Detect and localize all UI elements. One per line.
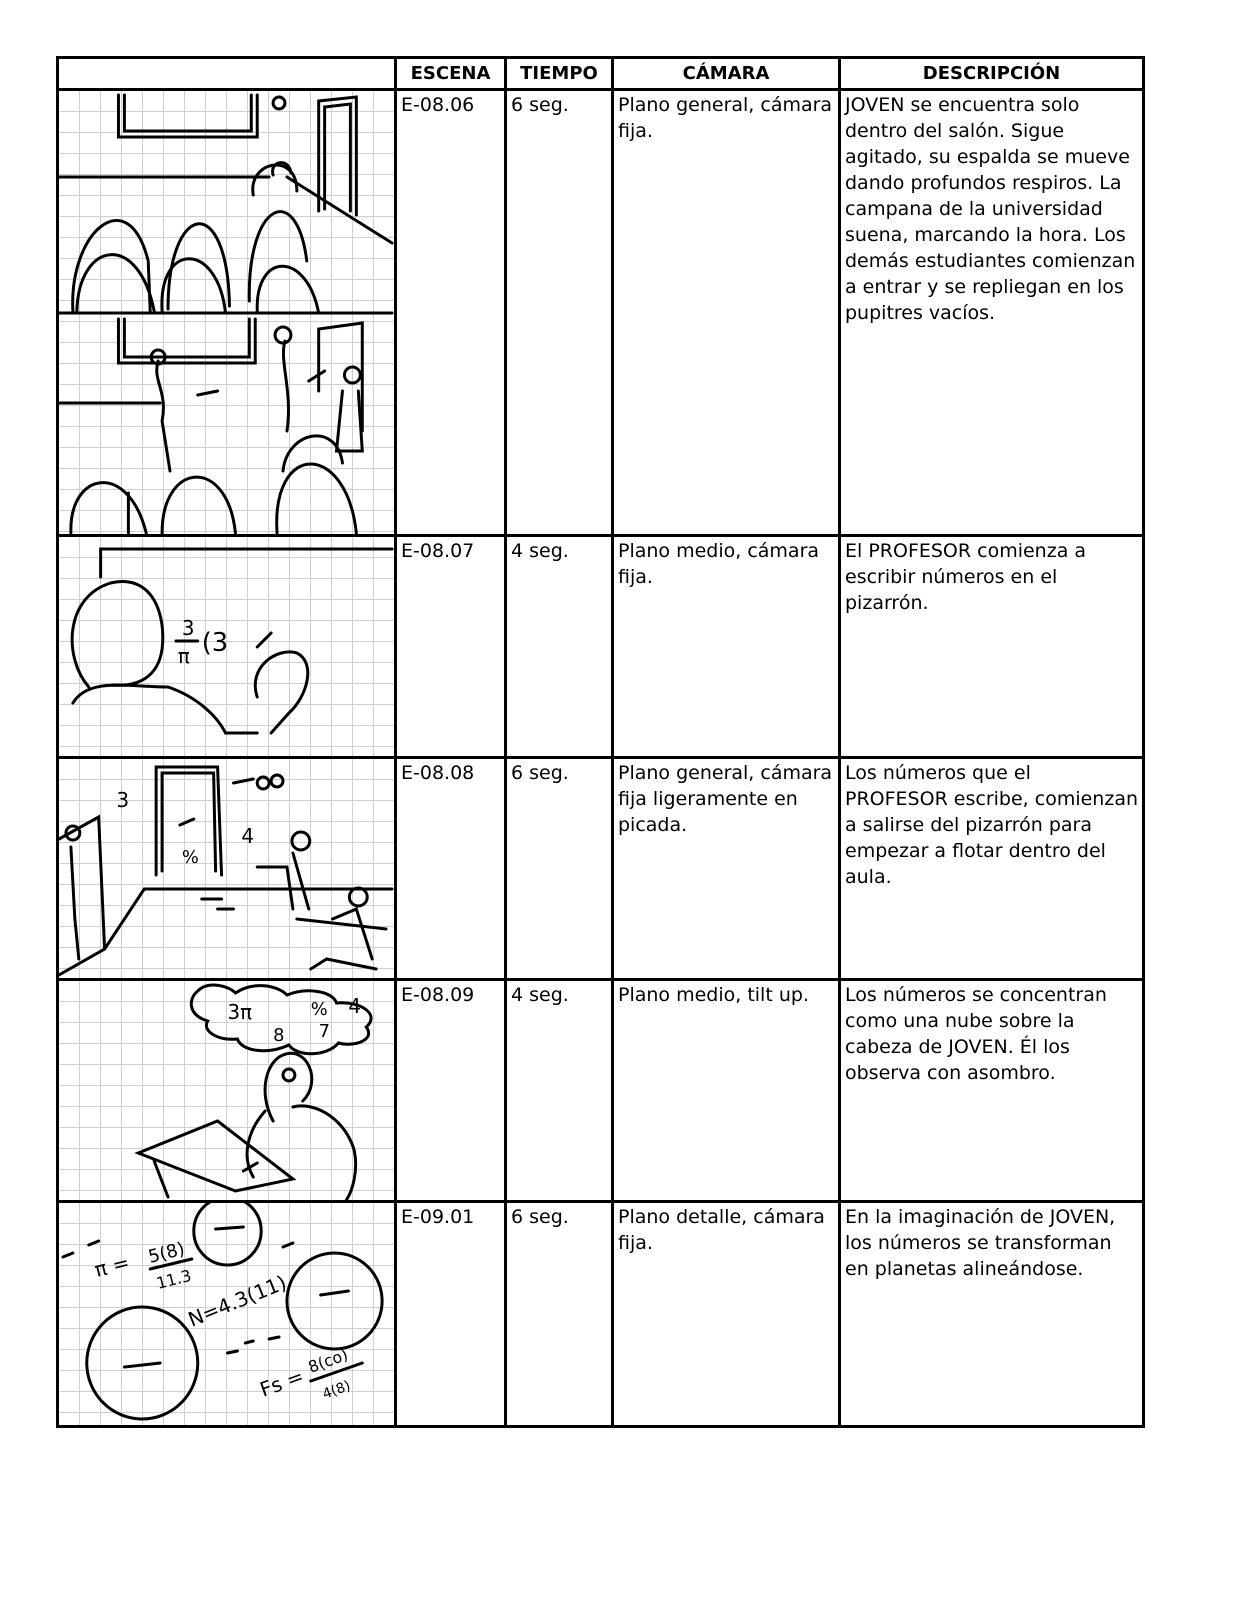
svg-text:Fs =: Fs = <box>257 1364 307 1402</box>
tiempo-cell: 6 seg. <box>507 1203 614 1425</box>
svg-text:4(8): 4(8) <box>320 1377 353 1403</box>
header-camara: CÁMARA <box>614 59 841 91</box>
escena-cell: E-08.06 <box>397 91 507 534</box>
svg-text:(3: (3 <box>201 627 229 659</box>
svg-text:3π: 3π <box>227 1000 253 1025</box>
descripcion-cell: Los números que el PROFESOR escribe, comienzan a salirse del pizarrón para empezar a flotar dentro del aula. <box>845 762 1139 888</box>
svg-text:8(co): 8(co) <box>305 1344 351 1377</box>
camara-cell: Plano detalle, cámara fija. <box>614 1203 841 1425</box>
header-escena: ESCENA <box>397 59 507 91</box>
descripcion-cell: El PROFESOR comienza a escribir números en el pizarrón. <box>845 540 1087 614</box>
tiempo-cell: 4 seg. <box>507 537 614 756</box>
header-blank <box>59 59 397 91</box>
camara-cell: Plano medio, cámara fija. <box>614 537 841 756</box>
escena-cell: E-09.01 <box>397 1203 507 1425</box>
header-descripcion: DESCRIPCIÓN <box>841 59 1142 91</box>
svg-text:11.3: 11.3 <box>154 1265 194 1293</box>
planets-sketch-icon <box>59 1203 394 1425</box>
svg-text:%: % <box>181 846 199 869</box>
svg-text:3: 3 <box>116 788 130 813</box>
scene-row <box>59 537 1142 756</box>
svg-text:%: % <box>310 998 328 1021</box>
svg-text:5(8): 5(8) <box>146 1238 187 1268</box>
descripcion-cell: JOVEN se encuentra solo dentro del salón. Sigue agitado, su espalda se mueve dando profundos respiros. La campana de la universidad suena, marcando la hora. Los demás estudiantes comienzan a entrar y se repliegan en los pupitres vacíos. <box>845 94 1136 324</box>
svg-text:π: π <box>177 644 190 669</box>
floating-numbers-sketch-icon <box>59 759 394 978</box>
tiempo-cell: 4 seg. <box>507 981 614 1200</box>
scene-row <box>59 759 1142 978</box>
scene-row <box>59 91 1142 534</box>
svg-text:7: 7 <box>318 1020 331 1043</box>
scene-row <box>59 981 1142 1200</box>
camara-cell: Plano medio, tilt up. <box>614 981 841 1200</box>
sketch-panel <box>59 91 397 534</box>
tiempo-cell: 6 seg. <box>507 91 614 534</box>
svg-text:4: 4 <box>241 824 254 849</box>
escena-cell: E-08.08 <box>397 759 507 978</box>
descripcion-cell: En la imaginación de JOVEN, los números se transforman en planetas alineándose. <box>845 1206 1116 1280</box>
svg-text:4: 4 <box>348 994 362 1019</box>
professor-sketch-icon <box>59 537 394 756</box>
classroom-sketch-icon <box>59 91 394 534</box>
descripcion-cell: Los números se concentran como una nube sobre la cabeza de JOVEN. Él los observa con asombro. <box>845 984 1107 1084</box>
header-tiempo: TIEMPO <box>507 59 614 91</box>
sketch-panel <box>59 981 397 1200</box>
svg-text:3: 3 <box>181 616 195 641</box>
thought-cloud-sketch-icon <box>59 981 394 1200</box>
sketch-panel <box>59 1203 397 1425</box>
svg-text:8: 8 <box>273 1024 285 1047</box>
escena-cell: E-08.09 <box>397 981 507 1200</box>
sketch-panel <box>59 759 397 978</box>
escena-cell: E-08.07 <box>397 537 507 756</box>
svg-text:N=4.3(11): N=4.3(11) <box>185 1271 290 1332</box>
storyboard-table <box>56 56 1145 1428</box>
scene-row <box>59 1203 1142 1425</box>
tiempo-cell: 6 seg. <box>507 759 614 978</box>
camara-cell: Plano general, cámara fija. <box>614 91 841 534</box>
svg-text:π =: π = <box>92 1250 132 1282</box>
camara-cell: Plano general, cámara fija ligeramente en picada. <box>614 759 841 978</box>
sketch-panel <box>59 537 397 756</box>
